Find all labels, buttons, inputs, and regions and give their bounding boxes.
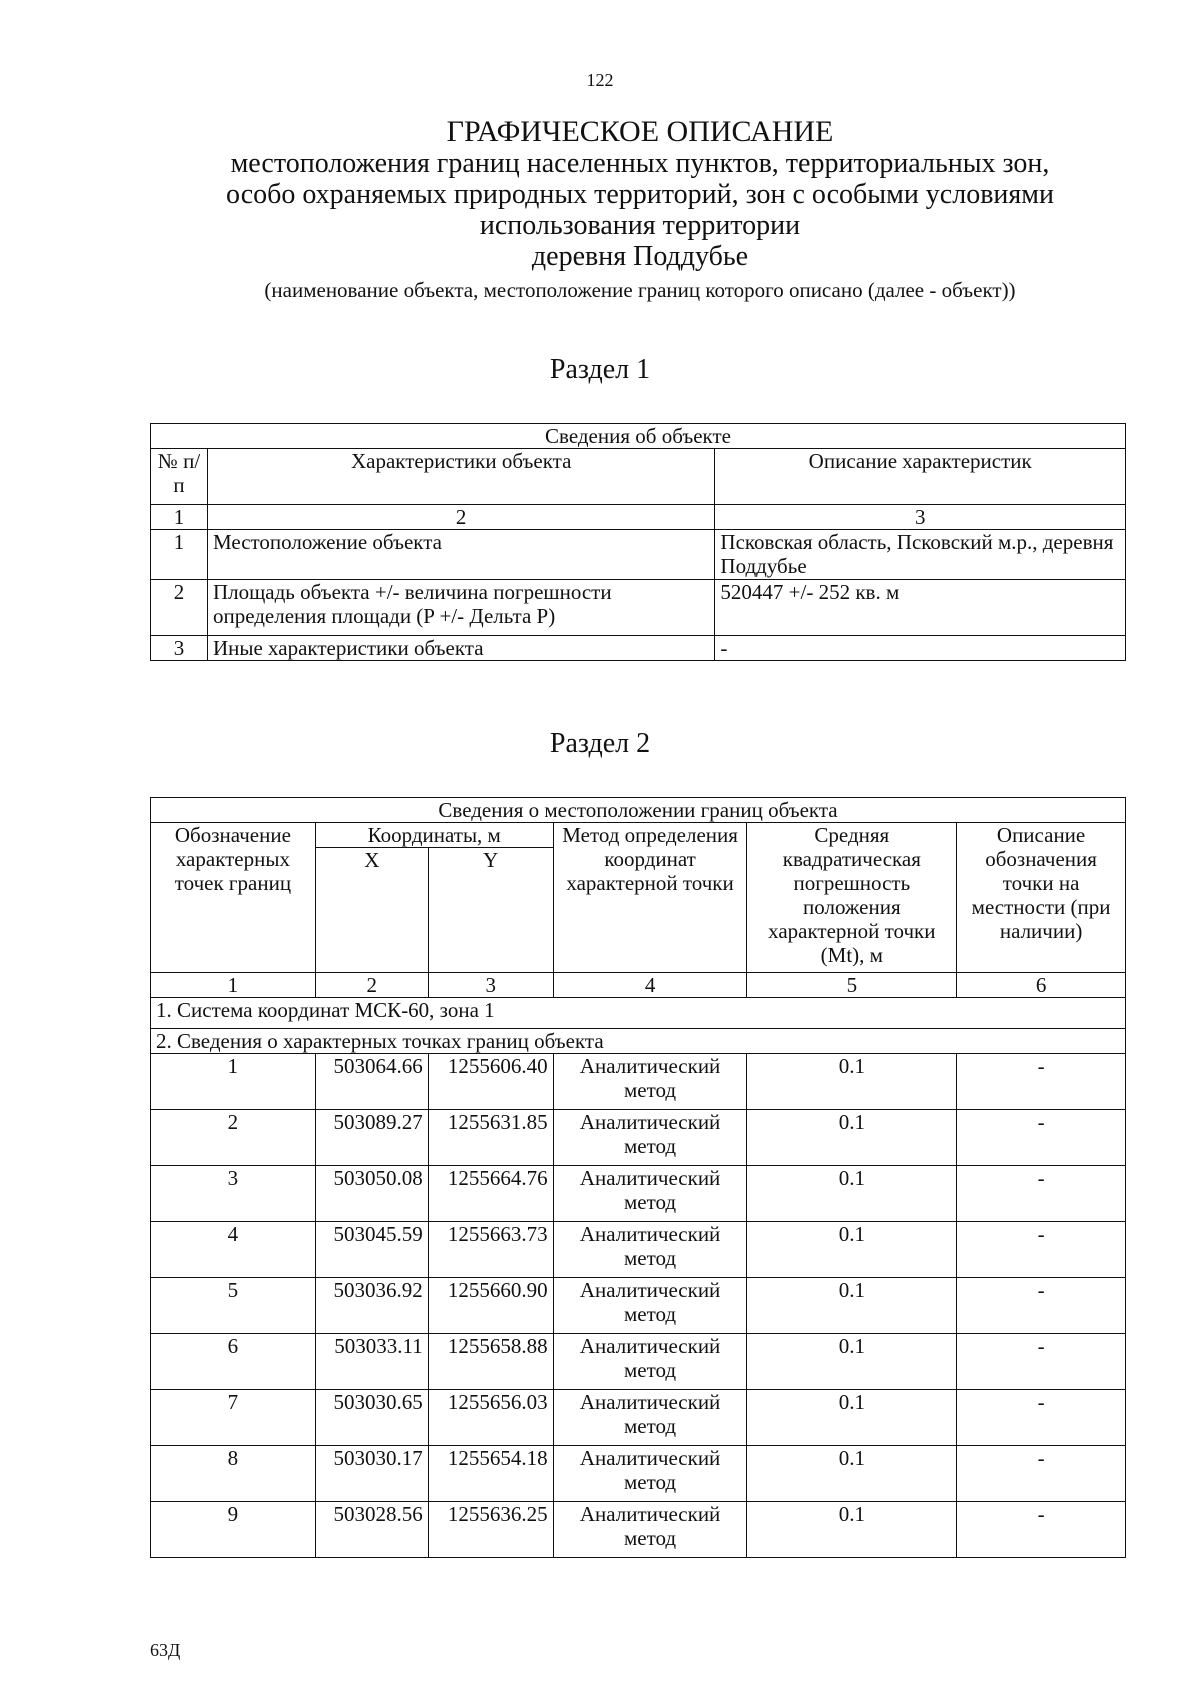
- point-description: -: [957, 1054, 1126, 1110]
- row-number: 1: [151, 530, 208, 580]
- table-row: [151, 1502, 1126, 1558]
- point-description: -: [957, 1278, 1126, 1334]
- point-x: 503045.59: [315, 1222, 428, 1278]
- column-number: 1: [151, 505, 208, 530]
- title-line-3: особо охраняемых природных территорий, зон с особыми условиями: [226, 179, 1054, 210]
- table-row: [151, 1166, 1126, 1222]
- point-method: Аналитический метод: [553, 1166, 747, 1222]
- row-number: 3: [151, 636, 208, 661]
- point-y: 1255660.90: [428, 1278, 553, 1334]
- point-number: 2: [151, 1110, 316, 1166]
- characteristic-name: Местоположение объекта: [207, 530, 714, 580]
- header-x: X: [315, 848, 428, 973]
- column-number: 3: [428, 973, 553, 998]
- characteristic-value: -: [715, 636, 1126, 661]
- header-y: Y: [428, 848, 553, 973]
- column-number: 1: [151, 973, 316, 998]
- point-number: 5: [151, 1278, 316, 1334]
- column-number: 6: [957, 973, 1126, 998]
- table-row: [151, 1446, 1126, 1502]
- point-description: -: [957, 1390, 1126, 1446]
- document-title: ГРАФИЧЕСКОЕ ОПИСАНИЕ: [446, 115, 834, 148]
- footer-code: 63Д: [150, 1640, 181, 1660]
- point-description: -: [957, 1334, 1126, 1390]
- point-x: 503028.56: [315, 1502, 428, 1558]
- point-y: 1255631.85: [428, 1110, 553, 1166]
- object-info-table: [150, 423, 1126, 661]
- point-mt: 0.1: [747, 1502, 957, 1558]
- point-mt: 0.1: [747, 1278, 957, 1334]
- header-description: Описание характеристик: [715, 449, 1126, 505]
- point-y: 1255606.40: [428, 1054, 553, 1110]
- point-mt: 0.1: [747, 1222, 957, 1278]
- point-x: 503030.17: [315, 1446, 428, 1502]
- point-description: -: [957, 1446, 1126, 1502]
- boundary-points-table: [150, 797, 1126, 1558]
- object-info-table-title: Сведения об объекте: [151, 424, 1126, 449]
- title-line-2: местоположения границ населенных пунктов, территориальных зон,: [230, 148, 1050, 179]
- point-description: -: [957, 1222, 1126, 1278]
- point-number: 6: [151, 1334, 316, 1390]
- point-mt: 0.1: [747, 1166, 957, 1222]
- header-error: Средняя квадратическая погрешность положения характерной точки (Mt), м: [747, 823, 957, 973]
- point-x: 503030.65: [315, 1390, 428, 1446]
- table-row: [151, 1278, 1126, 1334]
- characteristic-name: Иные характеристики объекта: [207, 636, 714, 661]
- characteristic-value: 520447 +/- 252 кв. м: [715, 580, 1126, 636]
- boundary-table-title: Сведения о местоположении границ объекта: [151, 798, 1126, 823]
- table-row: [151, 1222, 1126, 1278]
- header-number: № п/п: [151, 449, 208, 505]
- point-y: 1255658.88: [428, 1334, 553, 1390]
- page-number: 122: [586, 70, 614, 90]
- point-method: Аналитический метод: [553, 1278, 747, 1334]
- table-row: [151, 580, 1126, 636]
- point-x: 503089.27: [315, 1110, 428, 1166]
- point-y: 1255663.73: [428, 1222, 553, 1278]
- point-method: Аналитический метод: [553, 1446, 747, 1502]
- object-caption: (наименование объекта, местоположение границ которого описано (далее - объект)): [264, 278, 1016, 302]
- title-block: [60, 116, 1200, 304]
- coordinate-system-row: 1. Система координат МСК-60, зона 1: [151, 998, 1126, 1029]
- table-row: [151, 1334, 1126, 1390]
- column-number: 4: [553, 973, 747, 998]
- point-method: Аналитический метод: [553, 1334, 747, 1390]
- point-x: 503064.66: [315, 1054, 428, 1110]
- point-y: 1255664.76: [428, 1166, 553, 1222]
- points-section-row: 2. Сведения о характерных точках границ объекта: [151, 1029, 1126, 1054]
- point-mt: 0.1: [747, 1446, 957, 1502]
- point-number: 8: [151, 1446, 316, 1502]
- point-x: 503050.08: [315, 1166, 428, 1222]
- table-row: [151, 530, 1126, 580]
- column-number: 2: [207, 505, 714, 530]
- characteristic-name: Площадь объекта +/- величина погрешности определения площади (P +/- Дельта P): [207, 580, 714, 636]
- point-mt: 0.1: [747, 1110, 957, 1166]
- header-points: Обозначение характерных точек границ: [151, 823, 316, 973]
- table-row: [151, 1390, 1126, 1446]
- title-line-4: использования территории: [479, 210, 801, 241]
- header-coordinates: Координаты, м: [315, 823, 553, 848]
- point-description: -: [957, 1166, 1126, 1222]
- point-y: 1255654.18: [428, 1446, 553, 1502]
- point-method: Аналитический метод: [553, 1110, 747, 1166]
- column-number: 5: [747, 973, 957, 998]
- point-method: Аналитический метод: [553, 1222, 747, 1278]
- point-number: 7: [151, 1390, 316, 1446]
- point-y: 1255636.25: [428, 1502, 553, 1558]
- point-y: 1255656.03: [428, 1390, 553, 1446]
- point-number: 1: [151, 1054, 316, 1110]
- point-method: Аналитический метод: [553, 1054, 747, 1110]
- point-method: Аналитический метод: [553, 1390, 747, 1446]
- section-2-heading: Раздел 2: [549, 728, 651, 759]
- characteristic-value: Псковская область, Псковский м.р., деревня Поддубье: [715, 530, 1126, 580]
- header-point-description: Описание обозначения точки на местности (при наличии): [957, 823, 1126, 973]
- section-1-heading: Раздел 1: [549, 354, 651, 385]
- point-x: 503036.92: [315, 1278, 428, 1334]
- point-description: -: [957, 1502, 1126, 1558]
- point-mt: 0.1: [747, 1334, 957, 1390]
- row-number: 2: [151, 580, 208, 636]
- column-number: 2: [315, 973, 428, 998]
- column-number: 3: [715, 505, 1126, 530]
- point-mt: 0.1: [747, 1054, 957, 1110]
- table-row: [151, 1054, 1126, 1110]
- point-number: 3: [151, 1166, 316, 1222]
- header-method: Метод определения координат характерной точки: [553, 823, 747, 973]
- point-number: 4: [151, 1222, 316, 1278]
- point-mt: 0.1: [747, 1390, 957, 1446]
- point-x: 503033.11: [315, 1334, 428, 1390]
- point-number: 9: [151, 1502, 316, 1558]
- table-row: [151, 1110, 1126, 1166]
- object-name: деревня Поддубье: [531, 241, 749, 272]
- table-row: [151, 636, 1126, 661]
- point-description: -: [957, 1110, 1126, 1166]
- header-characteristics: Характеристики объекта: [207, 449, 714, 505]
- point-method: Аналитический метод: [553, 1502, 747, 1558]
